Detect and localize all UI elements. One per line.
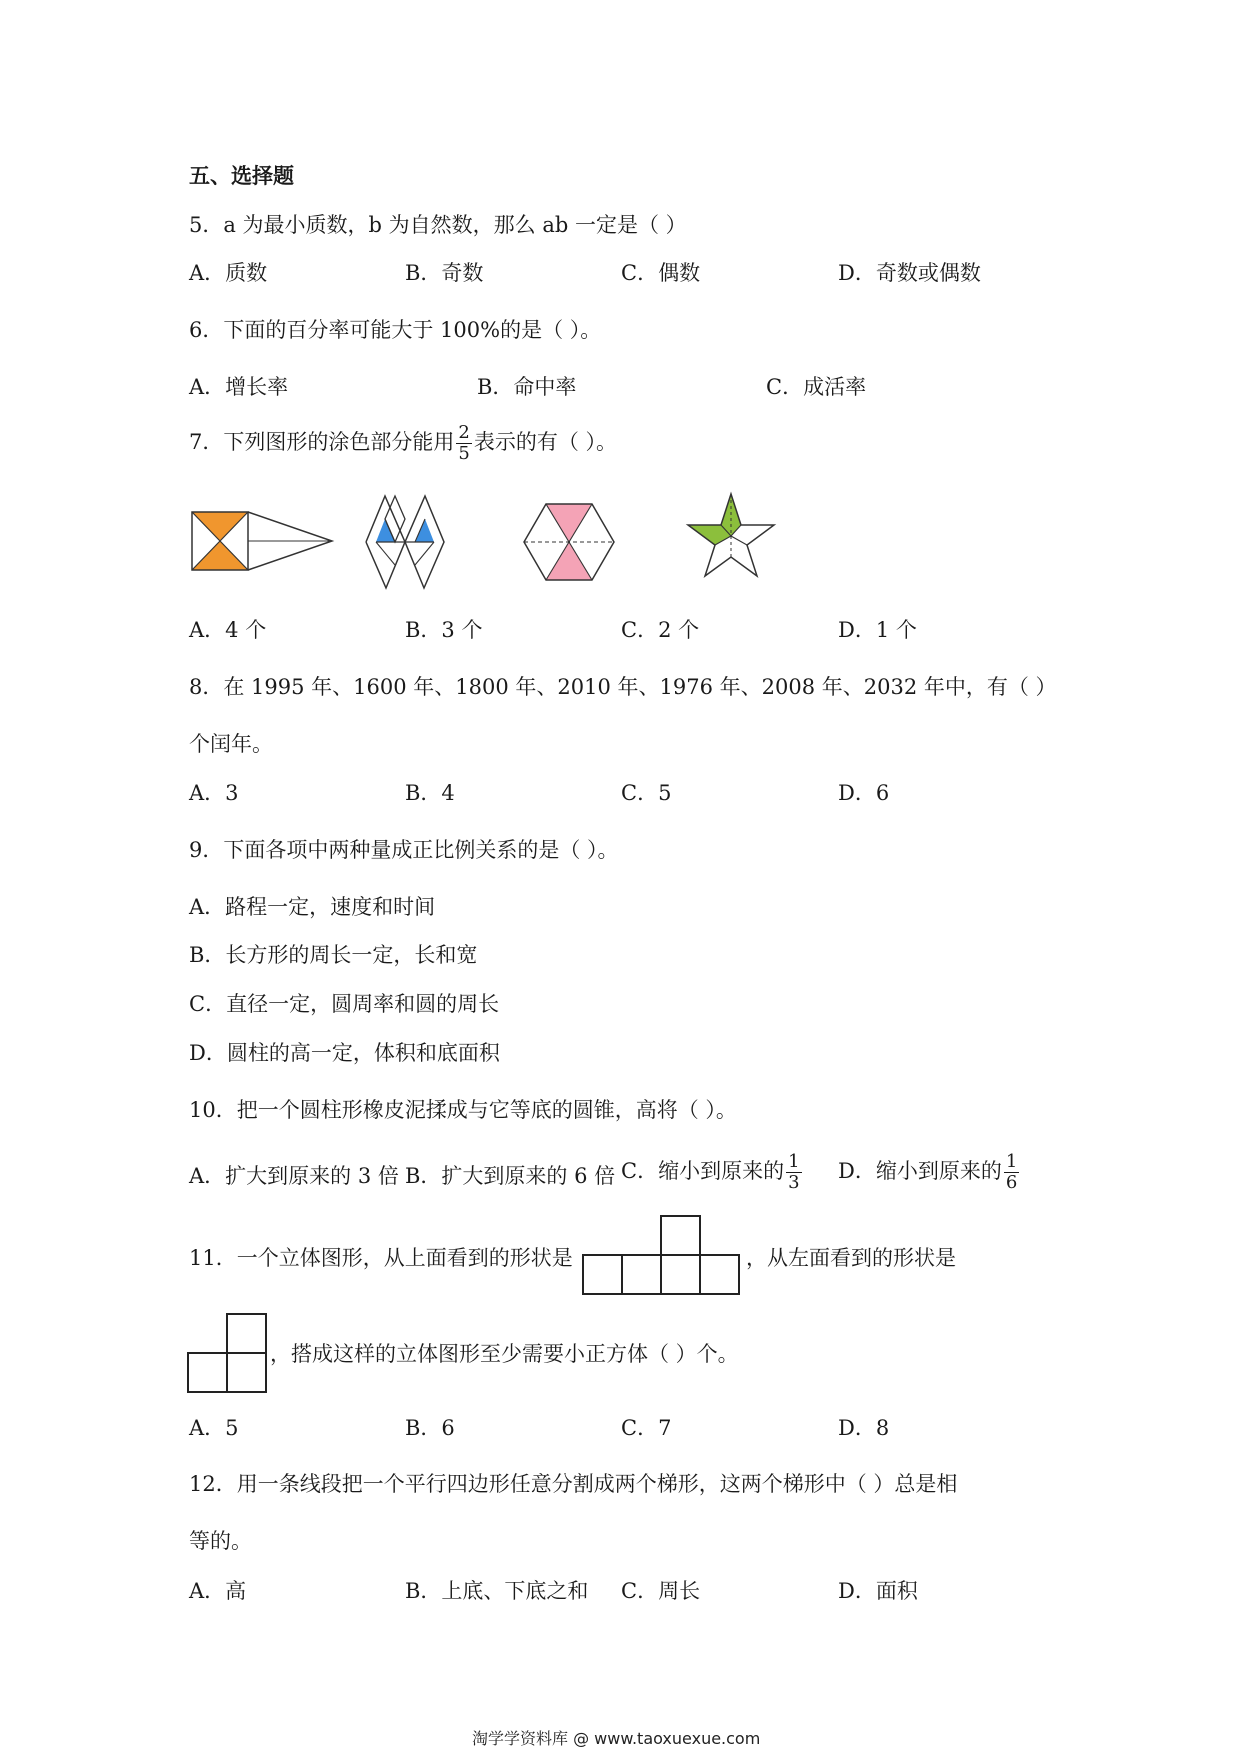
q10-option-c[interactable]: C．缩小到原来的 $\frac{1}{3}$ bbox=[621, 1151, 800, 1193]
q7-option-b[interactable]: B．3 个 bbox=[405, 618, 483, 642]
q9-option-a[interactable]: A．路程一定，速度和时间 bbox=[189, 895, 436, 919]
q12-option-c[interactable]: C．周长 bbox=[621, 1579, 701, 1603]
q7-shape-hexagon bbox=[524, 504, 614, 580]
q7-fraction: $\frac{2}{5}$ bbox=[458, 422, 470, 464]
q7-option-d[interactable]: D．1 个 bbox=[838, 618, 917, 642]
q10-option-d[interactable]: D．缩小到原来的 $\frac{1}{6}$ bbox=[838, 1151, 1018, 1193]
question-12-line2: 等的。 bbox=[189, 1529, 252, 1553]
q6-option-a[interactable]: A．增长率 bbox=[189, 375, 289, 399]
section-title: 五、选择题 bbox=[189, 163, 294, 188]
q11-left-view-figure bbox=[187, 1312, 269, 1394]
q11-option-d[interactable]: D．8 bbox=[838, 1416, 890, 1440]
q9-option-b[interactable]: B．长方形的周长一定，长和宽 bbox=[189, 943, 478, 967]
question-7 bbox=[189, 424, 617, 463]
q12-option-b[interactable]: B．上底、下底之和 bbox=[405, 1579, 589, 1603]
q7-shape-star bbox=[688, 494, 774, 576]
q8-option-c[interactable]: C．5 bbox=[621, 781, 672, 805]
question-9: 9．下面各项中两种量成正比例关系的是（ ）。 bbox=[189, 838, 619, 862]
q5-option-c[interactable]: C．偶数 bbox=[621, 261, 701, 285]
question-8-line2: 个闰年。 bbox=[189, 732, 273, 756]
q11-option-c[interactable]: C．7 bbox=[621, 1416, 672, 1440]
q11-option-b[interactable]: B．6 bbox=[405, 1416, 455, 1440]
q9-option-d[interactable]: D．圆柱的高一定，体积和底面积 bbox=[189, 1041, 500, 1065]
q12-option-d[interactable]: D．面积 bbox=[838, 1579, 918, 1603]
q5-option-a[interactable]: A．质数 bbox=[189, 261, 268, 285]
q5-option-d[interactable]: D．奇数或偶数 bbox=[838, 261, 981, 285]
q8-option-d[interactable]: D．6 bbox=[838, 781, 890, 805]
q7-shape-rhombuses bbox=[366, 496, 444, 588]
footer-watermark: 淘学学资料库 @ www.taoxuexue.com bbox=[472, 1729, 761, 1748]
q7-shape-kite-rectangle bbox=[192, 512, 332, 570]
question-10: 10．把一个圆柱形橡皮泥揉成与它等底的圆锥，高将（ ）。 bbox=[189, 1098, 737, 1122]
q10-d-fraction: $\frac{1}{6}$ bbox=[1005, 1151, 1018, 1193]
q8-option-a[interactable]: A．3 bbox=[189, 781, 239, 805]
q7-text-before: 7．下列图形的涂色部分能用 bbox=[189, 430, 455, 454]
q11-top-view-figure bbox=[582, 1215, 742, 1295]
q10-c-fraction: $\frac{1}{3}$ bbox=[788, 1151, 800, 1193]
q12-option-a[interactable]: A．高 bbox=[189, 1579, 247, 1603]
q9-option-c[interactable]: C．直径一定，圆周率和圆的周长 bbox=[189, 992, 500, 1016]
question-11-line1a: 11．一个立体图形，从上面看到的形状是 bbox=[189, 1246, 573, 1270]
q6-option-c[interactable]: C．成活率 bbox=[766, 375, 867, 399]
question-11-line2: ，搭成这样的立体图形至少需要小正方体（ ）个。 bbox=[270, 1342, 739, 1366]
q5-option-b[interactable]: B．奇数 bbox=[405, 261, 484, 285]
q10-option-b[interactable]: B．扩大到原来的 6 倍 bbox=[405, 1164, 616, 1188]
q7-text-after: 表示的有（ ）。 bbox=[473, 430, 618, 454]
q8-option-b[interactable]: B．4 bbox=[405, 781, 455, 805]
q7-option-a[interactable]: A．4 个 bbox=[189, 618, 267, 642]
question-11-line1b: ，从左面看到的形状是 bbox=[746, 1246, 956, 1270]
question-5: 5．a 为最小质数，b 为自然数，那么 ab 一定是（ ） bbox=[189, 213, 687, 237]
question-12-line1: 12．用一条线段把一个平行四边形任意分割成两个梯形，这两个梯形中（ ）总是相 bbox=[189, 1472, 958, 1496]
question-8-line1: 8．在 1995 年、1600 年、1800 年、2010 年、1976 年、2008 年、2032 年中，有（ ） bbox=[189, 675, 1057, 699]
q6-option-b[interactable]: B．命中率 bbox=[477, 375, 577, 399]
q7-option-c[interactable]: C．2 个 bbox=[621, 618, 700, 642]
question-6: 6．下面的百分率可能大于 100%的是（ ）。 bbox=[189, 318, 602, 342]
q10-option-a[interactable]: A．扩大到原来的 3 倍 bbox=[189, 1164, 399, 1188]
q11-option-a[interactable]: A．5 bbox=[189, 1416, 239, 1440]
